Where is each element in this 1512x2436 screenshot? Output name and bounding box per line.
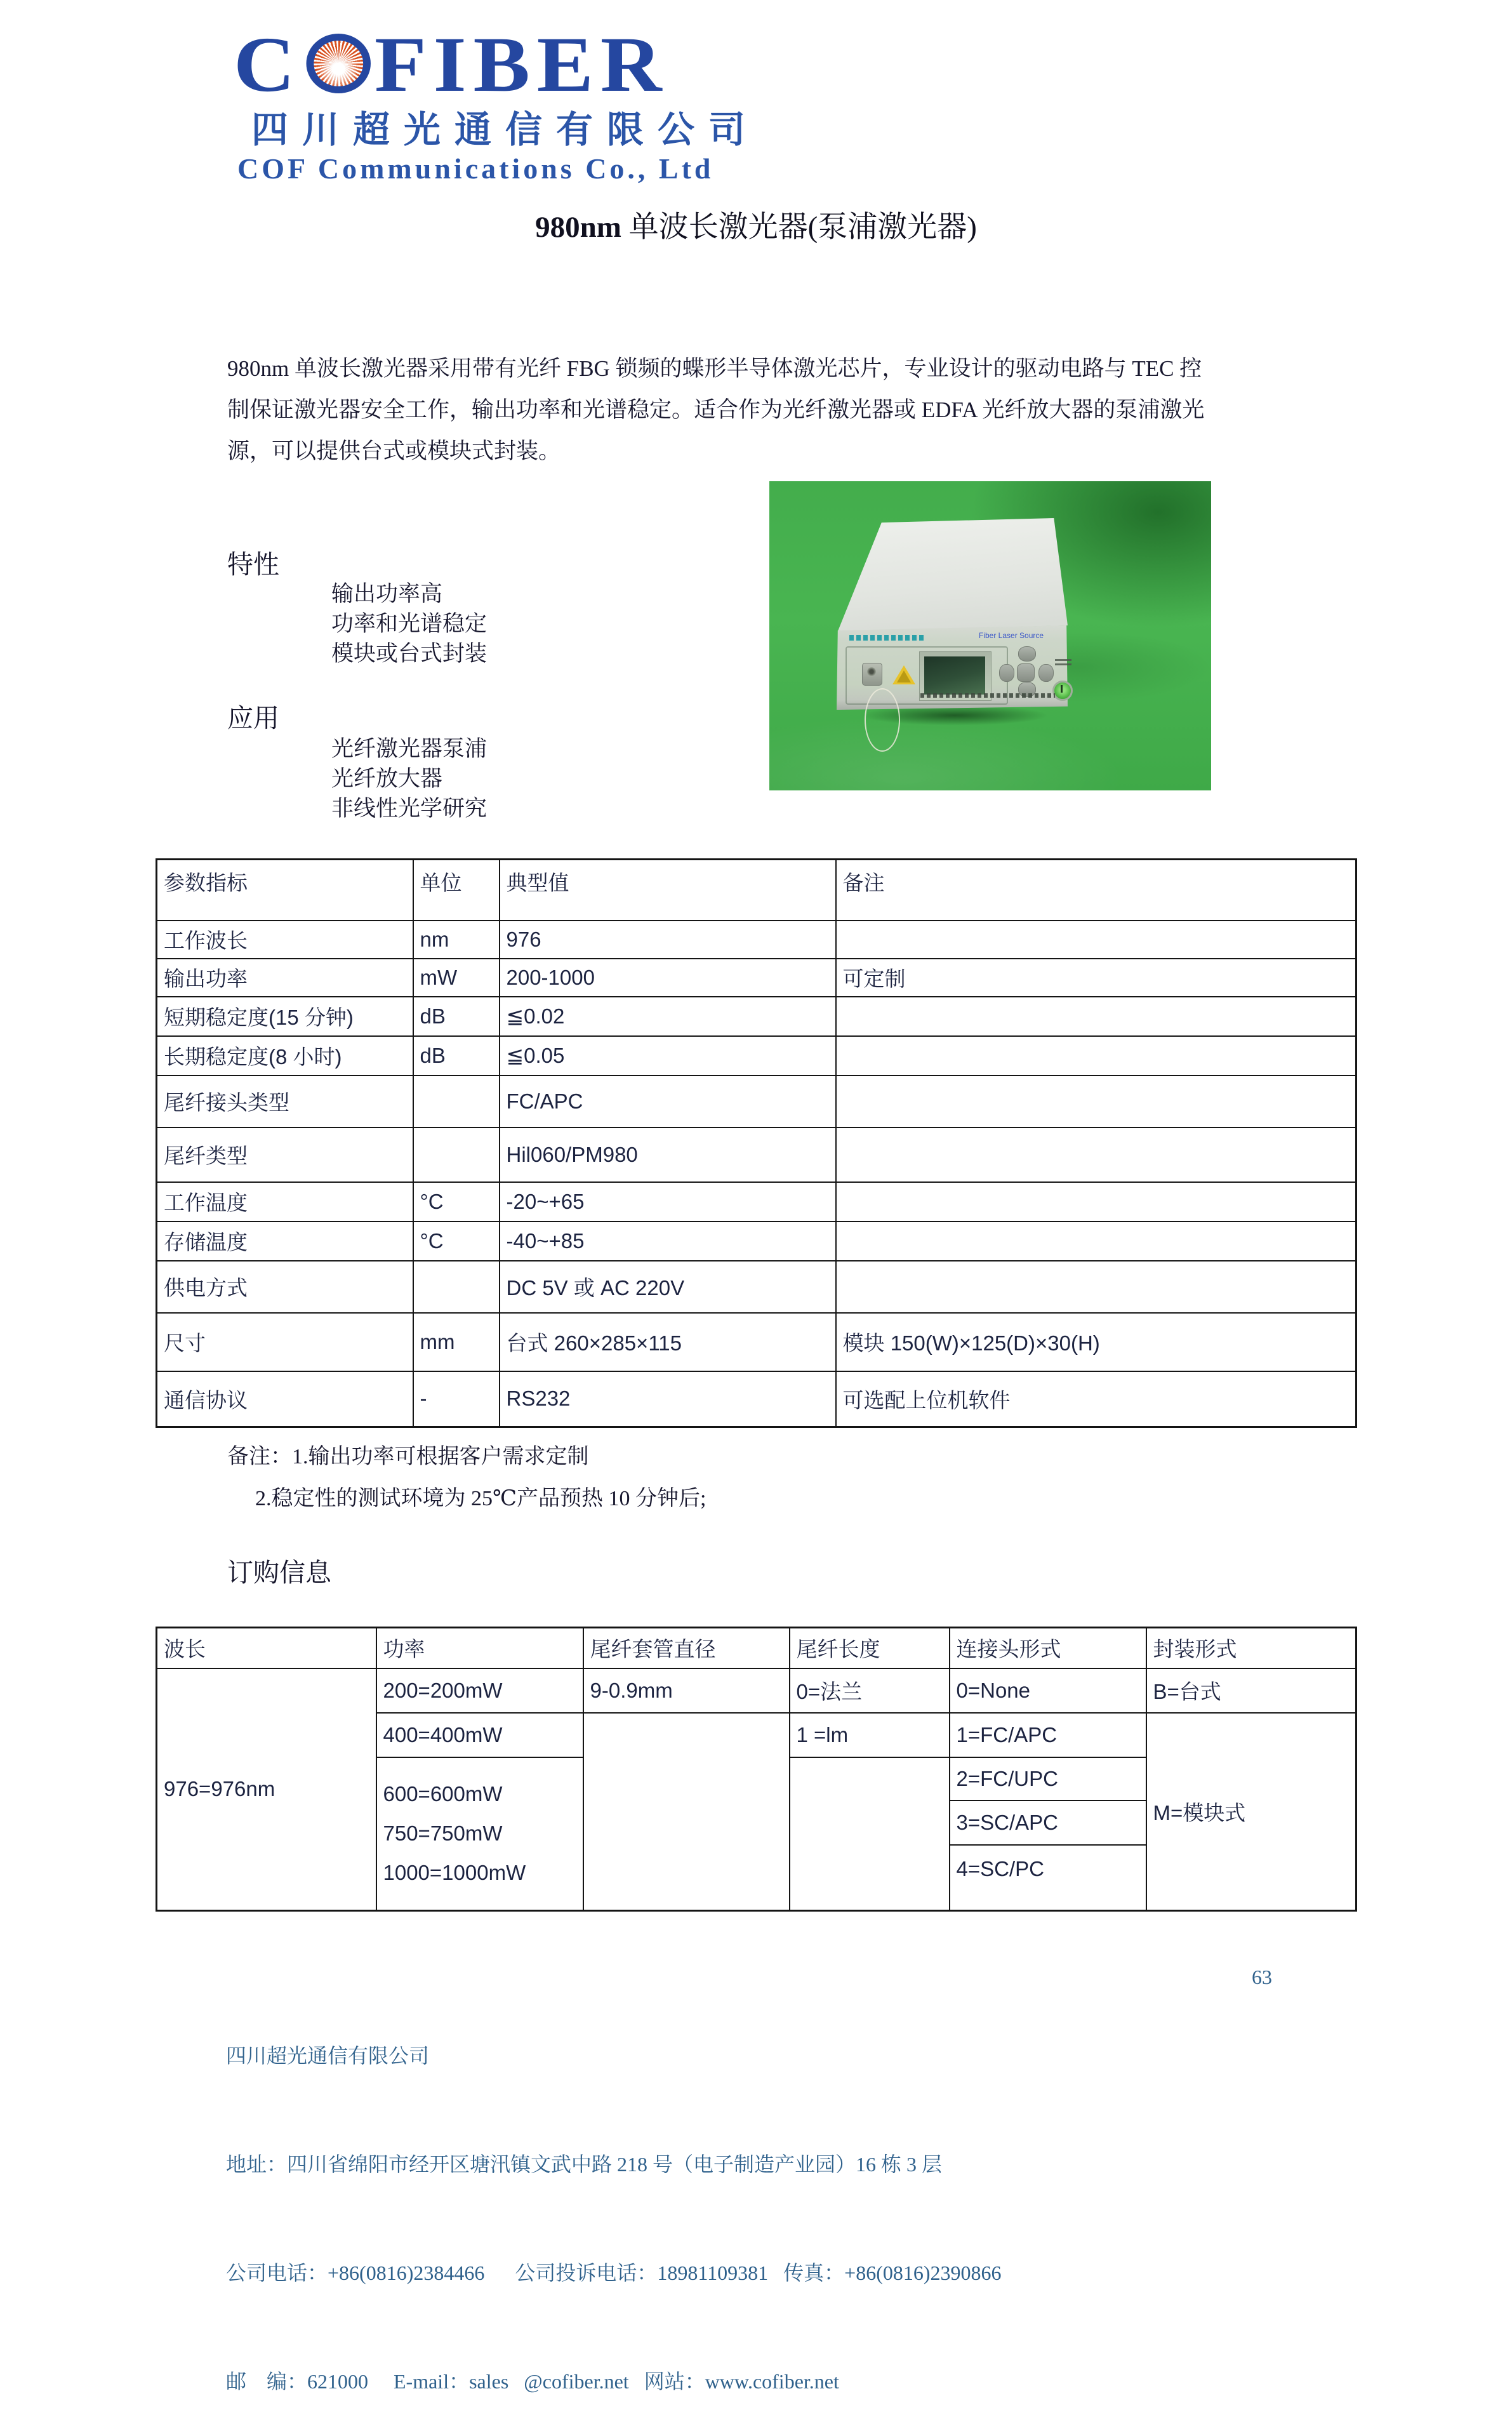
cell: 可定制 — [836, 959, 1356, 997]
cell-pigtail: 1 =lm — [790, 1713, 950, 1757]
spec-col-header: 单位 — [413, 860, 500, 921]
panel-small-label — [1055, 658, 1071, 665]
ordering-table — [156, 1627, 1357, 1912]
cell-connector: 2=FC/UPC — [950, 1757, 1146, 1800]
order-col-header: 尾纤套管直径 — [583, 1628, 790, 1668]
cell-package: M=模块式 — [1146, 1713, 1356, 1911]
spec-row — [157, 1075, 1356, 1128]
page-title-model: 980nm — [535, 211, 621, 244]
cell: ≦0.05 — [500, 1036, 836, 1075]
cell: 长期稳定度(8 小时) — [157, 1036, 413, 1075]
spec-col-header: 参数指标 — [157, 860, 413, 921]
cell: - — [413, 1371, 500, 1427]
order-col-header: 波长 — [157, 1628, 376, 1668]
cell-pigtail: 0=法兰 — [790, 1668, 950, 1713]
intro-line: 980nm 单波长激光器采用带有光纤 FBG 锁频的蝶形半导体激光芯片，专业设计的驱动电路与 TEC 控 — [227, 356, 1202, 381]
page-title-rest: 单波长激光器(泵浦激光器) — [621, 211, 977, 244]
cell-connector: 0=None — [950, 1668, 1146, 1713]
cell: 工作温度 — [157, 1182, 413, 1221]
intro-paragraph — [227, 348, 1204, 472]
feature-item: 输出功率高 — [331, 582, 443, 606]
spec-row — [157, 997, 1356, 1036]
cell: 可选配上位机软件 — [836, 1371, 1356, 1427]
panel-title-label: Fiber Laser Source — [979, 631, 1044, 640]
cell: 台式 260×285×115 — [500, 1313, 836, 1371]
cell-package: B=台式 — [1146, 1668, 1356, 1713]
cell — [836, 1221, 1356, 1261]
spec-col-header: 备注 — [836, 860, 1356, 921]
page-title — [0, 203, 1512, 246]
application-item: 非线性光学研究 — [331, 796, 487, 821]
fiber-connector — [862, 663, 882, 686]
footer-company: 四川超光通信有限公司 — [226, 2044, 430, 2067]
cell: Hil060/PM980 — [500, 1128, 836, 1182]
sunburst-icon — [306, 34, 371, 93]
spec-row — [157, 1261, 1356, 1313]
cell: 供电方式 — [157, 1261, 413, 1313]
cell — [836, 1182, 1356, 1221]
cell-sleeve-empty — [583, 1713, 790, 1911]
remark-line: 备注：1.输出功率可根据客户需求定制 — [227, 1445, 589, 1468]
dpad-center-button — [1017, 663, 1035, 682]
cell: 尾纤接头类型 — [157, 1075, 413, 1128]
feature-item: 功率和光谱稳定 — [331, 611, 487, 636]
cell-power: 400=400mW — [376, 1713, 583, 1757]
cell: 输出功率 — [157, 959, 413, 997]
cell — [836, 1036, 1356, 1075]
cell: ≦0.02 — [500, 997, 836, 1036]
feature-item: 模块或台式封装 — [331, 641, 487, 666]
logo-brand-text — [234, 21, 801, 108]
spec-row — [157, 1313, 1356, 1371]
power-key-switch — [1052, 681, 1073, 701]
cell-connector: 3=SC/APC — [950, 1800, 1146, 1845]
dpad-right-button — [1038, 664, 1054, 682]
spec-row — [157, 1371, 1356, 1427]
logo-brand-left: C — [234, 21, 302, 108]
cell-connector: 4=SC/PC — [950, 1845, 1146, 1911]
cell: dB — [413, 1036, 500, 1075]
application-item: 光纤激光器泵浦 — [331, 736, 487, 761]
cell-power: 750=750mW — [383, 1821, 503, 1846]
cell — [836, 1075, 1356, 1128]
cell: nm — [413, 921, 500, 959]
dpad-left-button — [999, 664, 1014, 682]
spec-row — [157, 1128, 1356, 1182]
spec-row — [157, 959, 1356, 997]
spec-col-header: 典型值 — [500, 860, 836, 921]
cell: 200-1000 — [500, 959, 836, 997]
cell: -40~+85 — [500, 1221, 836, 1261]
cell — [413, 1261, 500, 1313]
cell: -20~+65 — [500, 1182, 836, 1221]
cell: DC 5V 或 AC 220V — [500, 1261, 836, 1313]
order-col-header: 尾纤长度 — [790, 1628, 950, 1668]
page-number: 63 — [1252, 1966, 1272, 1988]
ordering-heading: 订购信息 — [227, 1558, 331, 1587]
spec-row — [157, 1036, 1356, 1075]
cell: RS232 — [500, 1371, 836, 1427]
footer-phone: 公司电话：+86(0816)2384466 公司投诉电话：18981109381 传真：+86(0816)2390866 — [226, 2261, 1002, 2284]
spec-row — [157, 1182, 1356, 1221]
cell: 短期稳定度(15 分钟) — [157, 997, 413, 1036]
dpad-up-button — [1018, 646, 1036, 662]
logo-company-en: COF Communications Co., Ltd — [237, 152, 714, 185]
order-col-header: 功率 — [376, 1628, 583, 1668]
cell-power: 1000=1000mW — [383, 1861, 526, 1885]
order-row — [157, 1668, 1356, 1713]
cell: 模块 150(W)×125(D)×30(H) — [836, 1313, 1356, 1371]
cell: mm — [413, 1313, 500, 1371]
remark-line: 2.稳定性的测试环境为 25℃产品预热 10 分钟后; — [255, 1487, 706, 1510]
spec-header-row — [157, 860, 1356, 921]
remarks — [227, 1436, 706, 1520]
cell: FC/APC — [500, 1075, 836, 1128]
cell: 存储温度 — [157, 1221, 413, 1261]
cell: 通信协议 — [157, 1371, 413, 1427]
cell — [836, 1128, 1356, 1182]
cell: 尾纤类型 — [157, 1128, 413, 1182]
cell — [836, 1261, 1356, 1313]
cell-wavelength: 976=976nm — [157, 1668, 376, 1911]
cell: 尺寸 — [157, 1313, 413, 1371]
order-col-header: 连接头形式 — [950, 1628, 1146, 1668]
cell: 工作波长 — [157, 921, 413, 959]
footer-address: 地址：四川省绵阳市经开区塘汛镇文武中路 218 号（电子制造产业园）16 栋 3 层 — [226, 2153, 943, 2176]
cell — [413, 1128, 500, 1182]
cell-power: 600=600mW — [383, 1782, 503, 1806]
applications-heading: 应用 — [227, 703, 279, 733]
logo-brand-right: FIBER — [375, 21, 669, 108]
cell-sleeve: 9-0.9mm — [583, 1668, 790, 1713]
footer — [226, 1966, 1002, 2436]
features-heading: 特性 — [227, 550, 279, 579]
cell-connector: 1=FC/APC — [950, 1713, 1146, 1757]
cell-power-group — [376, 1757, 583, 1911]
application-item: 光纤放大器 — [331, 766, 443, 791]
cell: 976 — [500, 921, 836, 959]
panel-brand-icon — [849, 635, 924, 641]
cell: °C — [413, 1182, 500, 1221]
cell-pigtail-empty — [790, 1757, 950, 1911]
spec-table — [156, 858, 1357, 1428]
cell — [836, 921, 1356, 959]
cell: dB — [413, 997, 500, 1036]
fiber-pigtail-loop — [865, 688, 900, 752]
spec-row — [157, 921, 1356, 959]
features-list — [331, 579, 487, 669]
panel-model-text — [920, 693, 1055, 698]
intro-line: 制保证激光器安全工作，输出功率和光谱稳定。适合作为光纤激光器或 EDFA 光纤放大器的泵浦激光 — [227, 397, 1205, 422]
applications-list — [331, 734, 487, 823]
order-header-row — [157, 1628, 1356, 1668]
order-col-header: 封装形式 — [1146, 1628, 1356, 1668]
cell-power: 200=200mW — [376, 1668, 583, 1713]
logo-company-cn: 四川超光通信有限公司 — [251, 109, 760, 150]
spec-row — [157, 1221, 1356, 1261]
cell: mW — [413, 959, 500, 997]
product-photo — [769, 481, 1211, 790]
company-logo — [234, 21, 760, 185]
cell: °C — [413, 1221, 500, 1261]
cell — [836, 997, 1356, 1036]
laser-warning-icon — [892, 665, 915, 684]
display-screen — [924, 656, 985, 695]
cell — [413, 1075, 500, 1128]
device-top-face — [838, 518, 1068, 631]
footer-contact: 邮 编：621000 E-mail：sales @cofiber.net 网站：www.cofiber.net — [226, 2370, 839, 2393]
intro-line: 源，可以提供台式或模块式封装。 — [227, 439, 561, 463]
